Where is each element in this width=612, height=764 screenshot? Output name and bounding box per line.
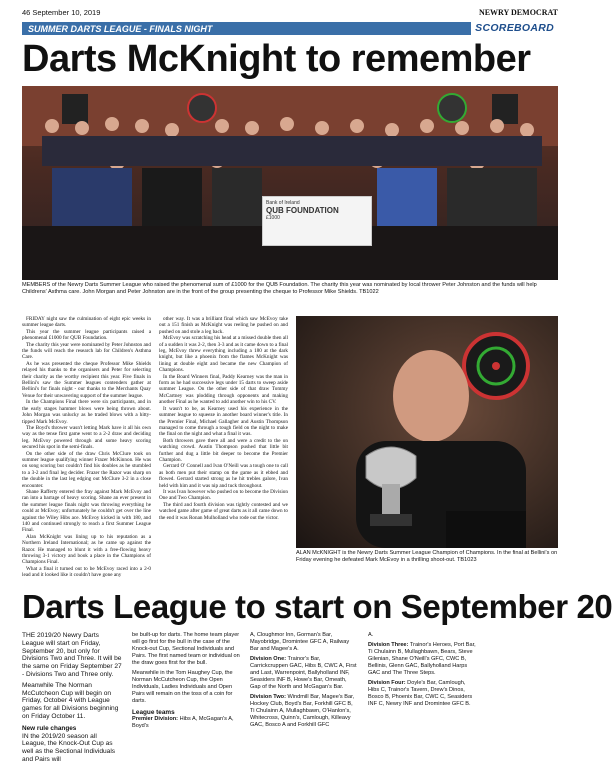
- paragraph: What a final it turned out to be McEvoy raced into a 2-0 lead and it looked like it couldn't have gone any: [22, 565, 151, 579]
- paragraph: [250, 694, 358, 729]
- division-teams: Trainor's Bar, Carrickcruppen GAC, Hibs B, CWC A, First and Last, Warrenpoint, Ballyholland INF, Seasiders INF B, Howe's Bar, Omeath, Gap of the North and McGagan's Bar.: [250, 656, 357, 690]
- paragraph: In the Champions Final there were six participants, and in the early stages hammer blows were being thrown about. John Morgan was unlucky as he traded blows with a hitty-tipped Mark McEvoy.: [22, 399, 151, 425]
- page-date: 46 September 10, 2019: [22, 8, 101, 17]
- story2-column-3: [250, 632, 358, 730]
- division-label: Premier Division:: [132, 716, 179, 722]
- paragraph: On the other side of the draw Chris McClure took on summer league qualifying winner Frazer McKinnon. He was on song scoring but couldn't find his doubles as he stumbled to a 3-2 and final leg decider. Frazer the Razor was sharp on the double in the last leg edging out McClure 3-2 in a close encounter.: [22, 450, 151, 489]
- paragraph: Gerrard O' Connell and Ivan O'Neill was a tough one to call as both men put their stamp on the game as it ebbed and flowed. Gerrard started strong as he hit trebles galore, Ivan held with him and it was nip and tuck throughout.: [159, 463, 288, 489]
- cheque-amount: £1000: [266, 215, 280, 221]
- charity-cheque: [262, 196, 372, 246]
- division-teams: Doyle's Bar, Camlough, Hibs C, Trainor's Tavern, Drew's Dinos, Bosco B, Phoenix Bar, CWC C, Seasiders INF C, Newry INF and Dromintee GFC B.: [368, 680, 473, 707]
- story2-column-1: [22, 632, 122, 763]
- dartboard-cabinet-1: [62, 94, 88, 124]
- paragraph: other way. It was a brilliant final which saw McEvoy take out a 151 finish as McKnight was reeling he pushed on and pushed on and stole a leg back.: [159, 316, 288, 335]
- paragraph: [250, 656, 358, 691]
- paragraph: Both throwers gave there all and were a credit to the on watching crowd. Austin Thompson pushed that little bit further and dug a little bit deeper to become the Premier Champion.: [159, 437, 288, 463]
- division-label: Division Three:: [368, 642, 409, 648]
- banner-kicker: SUMMER DARTS LEAGUE - FINALS NIGHT: [28, 23, 213, 34]
- lead-paragraph: THE 2019/20 Newry Darts League will start on Friday, September 20, but only for Divisions Two and Three. It will be the same on Friday September 27 - Divisions Two and Three only.: [22, 632, 122, 678]
- masthead-name: NEWRY DEMOCRAT: [478, 8, 558, 17]
- dartboard-icon: [438, 94, 466, 122]
- group-photo-scene: [22, 86, 558, 280]
- paragraph: Meanwhile in the Tom Haughey Cup, the Norman McCutcheon Cup, the Open Individuals, Ladies Individuals and Open Pairs will remain on the toss of a coin for darts.: [132, 670, 233, 704]
- division-teams: Hibs A, McGagan's A, Boyd's: [132, 716, 234, 729]
- paragraph: IN the 2019/20 season all League, the Knock-Out Cup as well as the Sectional Individuals and Pairs will: [22, 732, 116, 763]
- paragraph: It was Ivan however who pushed on to become the Division One and Two Champion.: [159, 488, 288, 502]
- paragraph: [132, 716, 240, 730]
- story1-column-2: [159, 316, 288, 584]
- paragraph: Shane Rafferty entered the fray against Mark McEvoy and ran into a barrage of heavy scoring. Shane an ever present in the summer league finals night was throwing everything he could at McEvoy; unfortunately he couldn't get over the line against the Wiley Hibs ace. McEvoy kicked in with 180, and 140 and continued strongly to reach a first Summer League Final.: [22, 488, 151, 534]
- paragraph: Meanwhile The Norman McCutcheon Cup will begin on Friday, October 4 with League games for all Divisions beginning on Friday October 11.: [22, 681, 119, 720]
- paragraph: The charity this year were nominated by Peter Johnston and the funds will reach the research lab for Children's Asthma Care.: [22, 341, 151, 361]
- champion-photo-caption: ALAN McKNIGHT is the Newry Darts Summer League Champion of Champions. In the final at Bellini's on Friday evening he defeated Mark McEvoy in a thrilling shoot-out. TB1023: [296, 550, 558, 563]
- paragraph: In the Board Winners final, Paddy Kearney was the man in form as he had successive legs under 15 darts to sweep aside summer League. On the other side of that draw Tommy McCartney was plodding through opponents and making another Final as he wanted to add another win to his CV.: [159, 373, 288, 406]
- trophy-stem: [382, 484, 400, 514]
- division-teams: Windmill Bar, Magee's Bar, Hockey Club, Boyd's Bar, Forkhill GFC B, Ti Chulainn A, Mullaghbawn, O'Hanlon's, Whitecross, Quinn's, Camlough, Killeavy GAC, Bosco A and Forkhill GFC: [250, 694, 355, 728]
- champion-photo-scene: [296, 316, 558, 548]
- group-photo-caption: MEMBERS of the Newry Darts Summer League who raised the phenomenal sum of £1000 for the QUB Foundation. The charity this year was nominated by local thrower Peter Johnston and the funds will help Childrens' Asthma care. John Morgan and Peter Johnston are in the front of the group presenting the cheque to Professor Mike Shields. TB1022: [22, 282, 537, 295]
- champion-head: [393, 350, 469, 442]
- paragraph: This year the summer league participants raised a phenomenal £1000 for QUB Foundation.: [22, 328, 151, 342]
- cheque-payee: QUB FOUNDATION: [266, 206, 339, 215]
- paragraph: It wasn't to be, as Kearney used his experience in the summer league to squeeze in another board winner's title. In the Premier Final, Michael Gallagher and Austin Thompson managed to come through a tough field on the night to make the final on the night and what a final it was.: [159, 405, 288, 438]
- champion-photo: [296, 316, 558, 548]
- story2-column-2: [132, 632, 240, 730]
- page-folio: [22, 8, 558, 20]
- dartboard-icon: [188, 94, 216, 122]
- table-edge: [446, 511, 526, 548]
- cheque-bank: Bank of Ireland: [266, 200, 300, 206]
- paragraph: A, Cloughmor Inn, Gorman's Bar, Mayobridge, Dromintee GFC A, Railway Bar and Magee's A.: [250, 632, 350, 652]
- division-label: Division One:: [250, 656, 287, 662]
- paragraph: [368, 680, 476, 708]
- trophy-cup-icon: [366, 447, 416, 489]
- story1-headline: Darts McKnight to remember: [22, 38, 531, 80]
- section-label: SCOREBOARD: [471, 22, 558, 35]
- paragraph: FRIDAY night saw the culmination of eight epic weeks in summer league darts.: [22, 316, 151, 329]
- trophy-base: [370, 514, 412, 526]
- subheading: League teams: [132, 709, 175, 716]
- paragraph: A.: [368, 632, 374, 638]
- paragraph: McEvoy was scratching his head at a missed double then all of a sudden it was 2-2, then 3-3 and as it came down to a final leg, McEvoy threw everything including a 180 at the dark knight, but like a phoenix from the flames McKnight was lining at double eight and became the new Champion of Champions.: [159, 335, 288, 374]
- bullseye: [492, 362, 500, 370]
- paragraph: As he was presented the cheque Professor Mike Shields relayed his thanks to the organisers and Peter for selecting their charity as the worthy recipient this year. Five finals in Bellini's saw the Summer leagues contenders gather at Bellini's for finals night - our thanks to the Merchants Quay Venue for their unwavering support of the summer league.: [22, 360, 151, 399]
- story2-headline: Darts League to start on September 20: [22, 588, 612, 625]
- story1-body: [22, 316, 288, 584]
- paragraph: Alan McKnight was lining up to his reputation as a Northern Ireland International; as he came up against the Razor. He managed to blunt it with a free-flowing heavy throwing 3-1 victory and book a place in the Champions of Champions Final.: [22, 533, 151, 566]
- subheading: New rule changes: [22, 724, 77, 732]
- paragraph: The third and fourth division was tightly contested and we watched game after game of great darts as it all came down to the end it was Ronan Mulholland who rode out the victor.: [159, 501, 288, 521]
- story2-body: [22, 632, 558, 763]
- division-label: Division Two:: [250, 694, 286, 700]
- paragraph: [368, 642, 476, 677]
- group-photo: [22, 86, 558, 280]
- paragraph: The Boyd's thrower wasn't letting Mark have it all his own way as the tense first game went to a 2-2 draw and deciding leg. McEvoy powered through and some heavy scoring secured his spot in the semi-finals.: [22, 424, 151, 451]
- paragraph: be built-up for darts. The home team player will go first for the bull in the case of the Knock-out Cup, Sectional Individuals and Pairs. The first named team or individual on the draw goes first for the bull.: [132, 632, 240, 666]
- story2-column-4: [368, 632, 476, 730]
- division-teams: Trainor's Heroes, Port Bar, Ti Chulainn B, Mullaghbawn, Bears, Steve Gilenian, Shane O'Neill's GFC, CWC B, Bellinis, Glenn GAC, Ballyholland Harps GAC and The Three Steps.: [368, 642, 476, 676]
- section-banner: [22, 22, 558, 35]
- story1-column-1: [22, 316, 151, 584]
- division-label: Division Four:: [368, 680, 406, 686]
